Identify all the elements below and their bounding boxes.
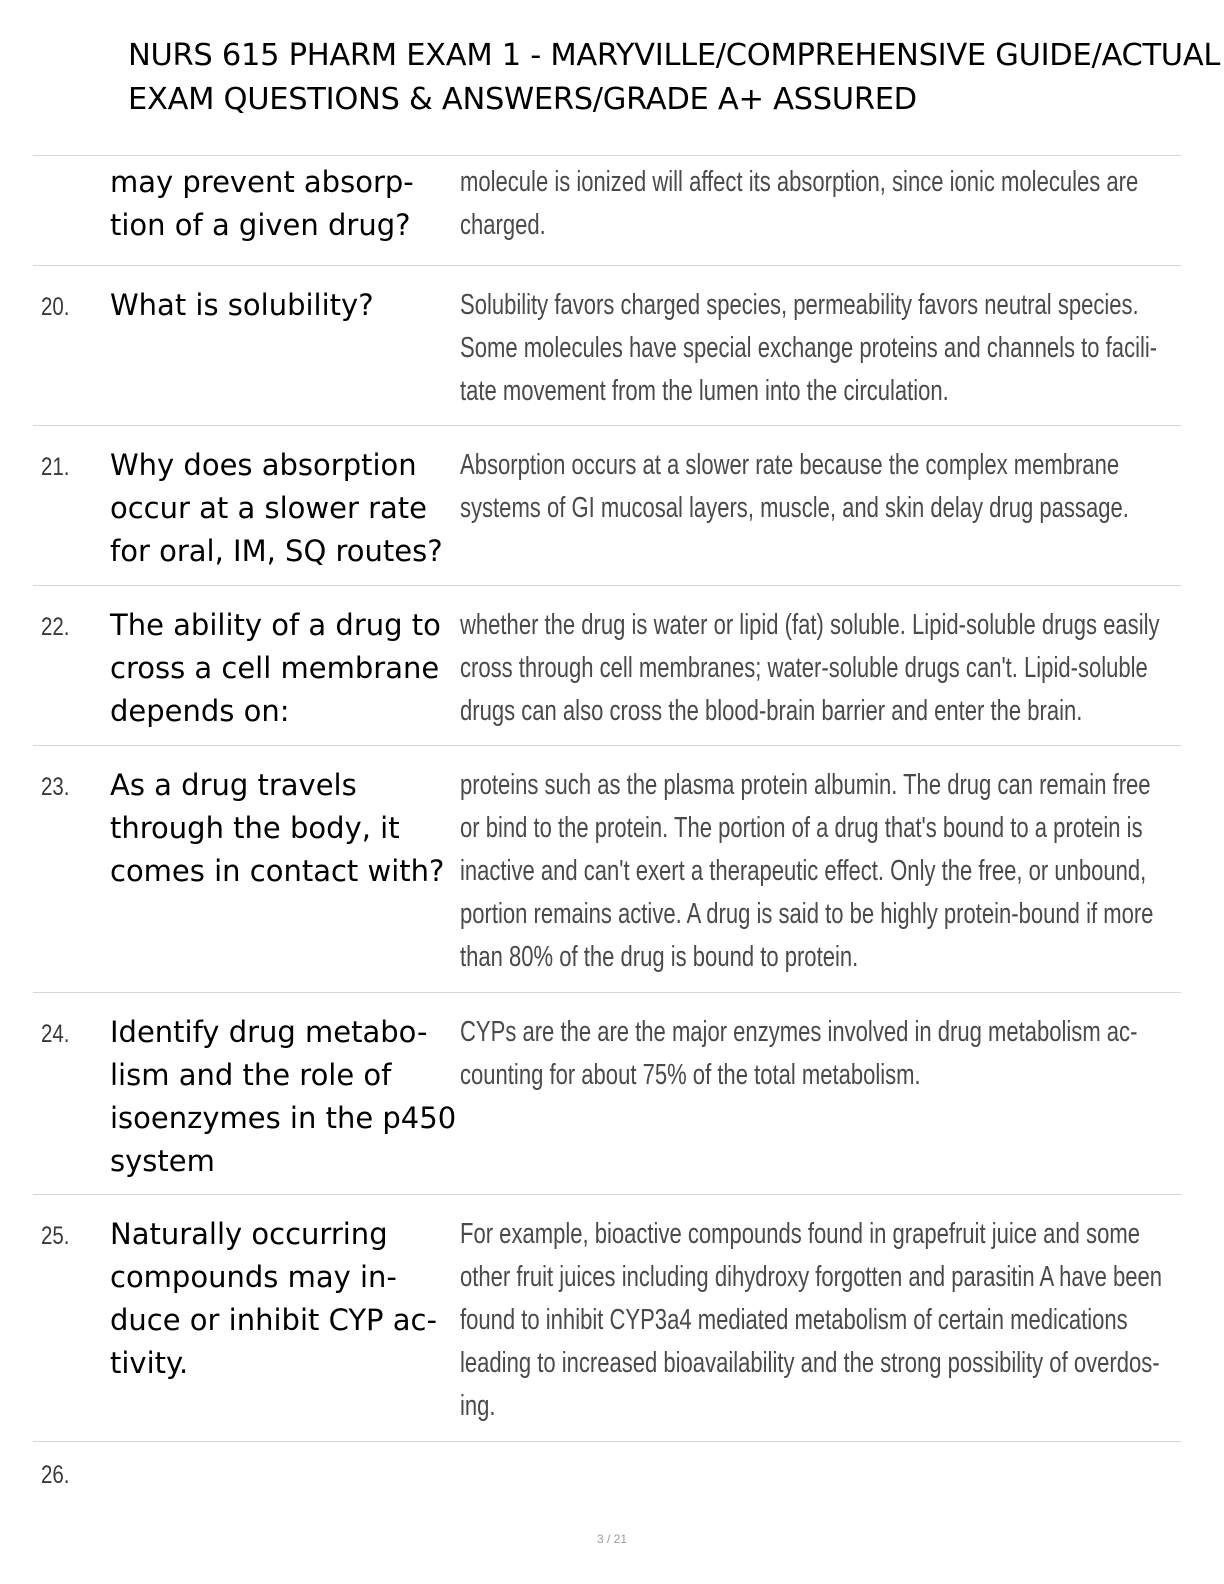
answer-line: other fruit juices including dihydroxy forgotten and parasitin A have been bbox=[460, 1261, 1163, 1293]
table-row bbox=[33, 1195, 1181, 1442]
document-title-line-2: EXAM QUESTIONS & ANSWERS/GRADE A+ ASSURED bbox=[128, 82, 917, 117]
answer-cell bbox=[460, 764, 1180, 979]
answer-line: leading to increased bioavailability and the strong possibility of overdos- bbox=[460, 1347, 1160, 1379]
document-title bbox=[128, 34, 1221, 122]
answer-line: tate movement from the lumen into the circulation. bbox=[460, 375, 949, 407]
answer-line: Absorption occurs at a slower rate because the complex membrane bbox=[460, 449, 1120, 481]
answer-line: whether the drug is water or lipid (fat) soluble. Lipid-soluble drugs easily bbox=[460, 609, 1160, 641]
question-line: What is solubility? bbox=[110, 288, 374, 322]
answer-line: or bind to the protein. The portion of a drug that's bound to a protein is bbox=[460, 812, 1143, 844]
question-line: occur at a slower rate bbox=[110, 491, 428, 525]
question-cell bbox=[110, 161, 460, 247]
question-line: comes in contact with? bbox=[110, 854, 445, 888]
document-title-line-1: NURS 615 PHARM EXAM 1 - MARYVILLE/COMPREHENSIVE GUIDE/ACTUAL bbox=[128, 38, 1221, 73]
row-number: 21. bbox=[41, 453, 70, 481]
question-cell bbox=[110, 604, 460, 733]
question-line: for oral, IM, SQ routes? bbox=[110, 534, 443, 568]
answer-line: charged. bbox=[460, 209, 546, 241]
table-row bbox=[33, 156, 1181, 266]
question-line: As a drug travels bbox=[110, 768, 357, 802]
answer-cell bbox=[460, 1011, 1180, 1097]
question-line: Why does absorption bbox=[110, 448, 417, 482]
row-number: 20. bbox=[41, 293, 70, 321]
question-line: tion of a given drug? bbox=[110, 208, 411, 242]
answer-line: cross through cell membranes; water-soluble drugs can't. Lipid-soluble bbox=[460, 652, 1148, 684]
answer-line: For example, bioactive compounds found in grapefruit juice and some bbox=[460, 1218, 1140, 1250]
answer-line: Solubility favors charged species, permeability favors neutral species. bbox=[460, 289, 1139, 321]
answer-line: inactive and can't exert a therapeutic effect. Only the free, or unbound, bbox=[460, 855, 1147, 887]
row-number: 22. bbox=[41, 613, 70, 641]
answer-cell bbox=[460, 444, 1180, 530]
answer-line: CYPs are the are the major enzymes involved in drug metabolism ac- bbox=[460, 1016, 1138, 1048]
question-line: through the body, it bbox=[110, 811, 400, 845]
question-line: The ability of a drug to bbox=[110, 608, 441, 642]
question-cell bbox=[110, 764, 460, 893]
answer-line: than 80% of the drug is bound to protein. bbox=[460, 941, 859, 973]
question-line: tivity. bbox=[110, 1346, 189, 1380]
next-row-number: 26. bbox=[41, 1461, 70, 1489]
answer-cell bbox=[460, 161, 1180, 247]
answer-line: Some molecules have special exchange proteins and channels to facili- bbox=[460, 332, 1158, 364]
question-line: isoenzymes in the p450 bbox=[110, 1101, 457, 1135]
question-line: Identify drug metabo- bbox=[110, 1015, 428, 1049]
question-line: may prevent absorp- bbox=[110, 165, 414, 199]
answer-line: drugs can also cross the blood-brain barrier and enter the brain. bbox=[460, 695, 1083, 727]
question-line: lism and the role of bbox=[110, 1058, 392, 1092]
table-row bbox=[33, 746, 1181, 993]
table-row bbox=[33, 586, 1181, 746]
question-line: cross a cell membrane bbox=[110, 651, 440, 685]
answer-line: portion remains active. A drug is said to be highly protein-bound if more bbox=[460, 898, 1154, 930]
page-indicator: 3 / 21 bbox=[596, 1532, 628, 1546]
table-row bbox=[33, 426, 1181, 586]
answer-line: counting for about 75% of the total metabolism. bbox=[460, 1059, 921, 1091]
row-number: 23. bbox=[41, 773, 70, 801]
row-number: 24. bbox=[41, 1020, 70, 1048]
answer-cell bbox=[460, 604, 1180, 733]
question-line: depends on: bbox=[110, 694, 290, 728]
answer-line: ing. bbox=[460, 1390, 496, 1422]
table-row bbox=[33, 266, 1181, 426]
question-line: compounds may in- bbox=[110, 1260, 397, 1294]
answer-line: found to inhibit CYP3a4 mediated metabolism of certain medications bbox=[460, 1304, 1128, 1336]
answer-cell bbox=[460, 284, 1180, 413]
question-cell bbox=[110, 1213, 460, 1385]
question-line: Naturally occurring bbox=[110, 1217, 388, 1251]
answer-line: proteins such as the plasma protein albumin. The drug can remain free bbox=[460, 769, 1151, 801]
table-row bbox=[33, 993, 1181, 1195]
answer-line: systems of GI mucosal layers, muscle, and skin delay drug passage. bbox=[460, 492, 1129, 524]
question-line: system bbox=[110, 1144, 215, 1178]
question-cell bbox=[110, 284, 460, 327]
answer-cell bbox=[460, 1213, 1180, 1428]
question-cell bbox=[110, 1011, 460, 1183]
answer-line: molecule is ionized will affect its absorption, since ionic molecules are bbox=[460, 166, 1139, 198]
question-cell bbox=[110, 444, 460, 573]
question-line: duce or inhibit CYP ac- bbox=[110, 1303, 437, 1337]
row-number: 25. bbox=[41, 1222, 70, 1250]
qa-table bbox=[33, 155, 1181, 1442]
